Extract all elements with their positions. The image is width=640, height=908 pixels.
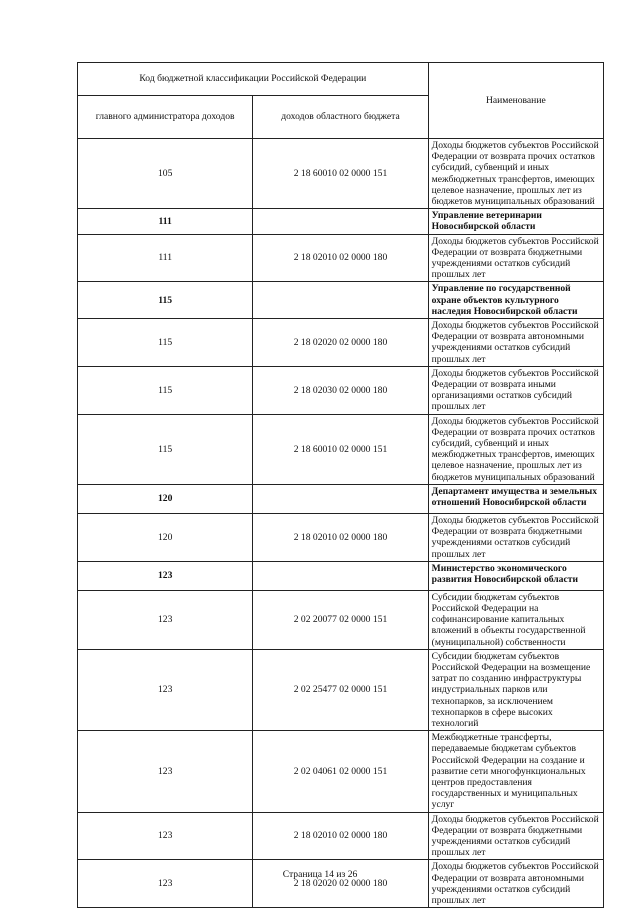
admin-code-cell: 123 (78, 731, 253, 812)
income-code-cell (253, 209, 428, 234)
name-cell: Доходы бюджетов субъектов Российской Федерации от возврата автономными учреждениями остатков субсидий прошлых лет (428, 319, 603, 367)
income-code-cell (253, 561, 428, 590)
table-row (78, 812, 604, 860)
header-name: Наименование (428, 63, 603, 139)
table-row (78, 649, 604, 730)
table-row (78, 234, 604, 282)
name-cell: Доходы бюджетов субъектов Российской Федерации от возврата бюджетными учреждениями остатков субсидий прошлых лет (428, 234, 603, 282)
income-code-cell (253, 282, 428, 319)
name-cell: Доходы бюджетов субъектов Российской Федерации от возврата автономными учреждениями остатков субсидий прошлых лет (428, 860, 603, 908)
name-cell: Управление ветеринарии Новосибирской области (428, 209, 603, 234)
admin-code-cell: 111 (78, 209, 253, 234)
table-row (78, 139, 604, 209)
income-code-cell: 2 18 60010 02 0000 151 (253, 414, 428, 484)
name-cell: Министерство экономического развития Новосибирской области (428, 561, 603, 590)
table-section-row (78, 209, 604, 234)
admin-code-cell: 123 (78, 590, 253, 649)
table-row (78, 860, 604, 908)
admin-code-cell: 105 (78, 139, 253, 209)
table-section-row (78, 282, 604, 319)
name-cell: Доходы бюджетов субъектов Российской Федерации от возврата иными организациями остатков субсидий прошлых лет (428, 366, 603, 414)
admin-code-cell: 115 (78, 414, 253, 484)
table-row (78, 731, 604, 812)
admin-code-cell: 120 (78, 513, 253, 561)
table-row (78, 590, 604, 649)
page-number: Страница 14 из 26 (282, 869, 358, 880)
name-cell: Управление по государственной охране объектов культурного наследия Новосибирской области (428, 282, 603, 319)
admin-code-cell: 123 (78, 649, 253, 730)
header-admin-code: главного администратора доходов (78, 96, 253, 139)
income-code-cell: 2 18 60010 02 0000 151 (253, 139, 428, 209)
income-code-cell: 2 02 20077 02 0000 151 (253, 590, 428, 649)
admin-code-cell: 111 (78, 234, 253, 282)
income-code-cell (253, 484, 428, 513)
admin-code-cell: 123 (78, 812, 253, 860)
table-row (78, 366, 604, 414)
admin-code-cell: 123 (78, 561, 253, 590)
table-row (78, 319, 604, 367)
admin-code-cell: 115 (78, 319, 253, 367)
table-section-row (78, 561, 604, 590)
header-income-code: доходов областного бюджета (253, 96, 428, 139)
income-code-cell: 2 18 02010 02 0000 180 (253, 513, 428, 561)
name-cell: Доходы бюджетов субъектов Российской Федерации от возврата бюджетными учреждениями остатков субсидий прошлых лет (428, 812, 603, 860)
header-code-group: Код бюджетной классификации Российской Федерации (78, 63, 429, 96)
name-cell: Субсидии бюджетам субъектов Российской Федерации на софинансирование капитальных вложений в объекты государственной (муниципальной) собственности (428, 590, 603, 649)
budget-classification-table (77, 62, 604, 908)
admin-code-cell: 120 (78, 484, 253, 513)
name-cell: Департамент имущества и земельных отношений Новосибирской области (428, 484, 603, 513)
admin-code-cell: 115 (78, 366, 253, 414)
income-code-cell: 2 18 02020 02 0000 180 (253, 860, 428, 908)
income-code-cell: 2 18 02010 02 0000 180 (253, 812, 428, 860)
name-cell: Доходы бюджетов субъектов Российской Федерации от возврата прочих остатков субсидий, субвенций и иных межбюджетных трансфертов, имеющих целевое назначение, прошлых лет из бюджетов муниципальных образований (428, 414, 603, 484)
income-code-cell: 2 18 02010 02 0000 180 (253, 234, 428, 282)
name-cell: Межбюджетные трансферты, передаваемые бюджетам субъектов Российской Федерации на создание и развитие сети многофункциональных центров предоставления государственных и муниципальных услуг (428, 731, 603, 812)
name-cell: Субсидии бюджетам субъектов Российской Федерации на возмещение затрат по созданию инфраструктуры индустриальных парков или технопарков, за исключением технопарков в сфере высоких технологий (428, 649, 603, 730)
admin-code-cell: 123 (78, 860, 253, 908)
name-cell: Доходы бюджетов субъектов Российской Федерации от возврата бюджетными учреждениями остатков субсидий прошлых лет (428, 513, 603, 561)
income-code-cell: 2 18 02030 02 0000 180 (253, 366, 428, 414)
table-row (78, 414, 604, 484)
table-row (78, 513, 604, 561)
income-code-cell: 2 02 04061 02 0000 151 (253, 731, 428, 812)
income-code-cell: 2 02 25477 02 0000 151 (253, 649, 428, 730)
admin-code-cell: 115 (78, 282, 253, 319)
income-code-cell: 2 18 02020 02 0000 180 (253, 319, 428, 367)
table-body (78, 139, 604, 908)
table-section-row (78, 484, 604, 513)
name-cell: Доходы бюджетов субъектов Российской Федерации от возврата прочих остатков субсидий, субвенций и иных межбюджетных трансфертов, имеющих целевое назначение, прошлых лет из бюджетов муниципальных образований (428, 139, 603, 209)
